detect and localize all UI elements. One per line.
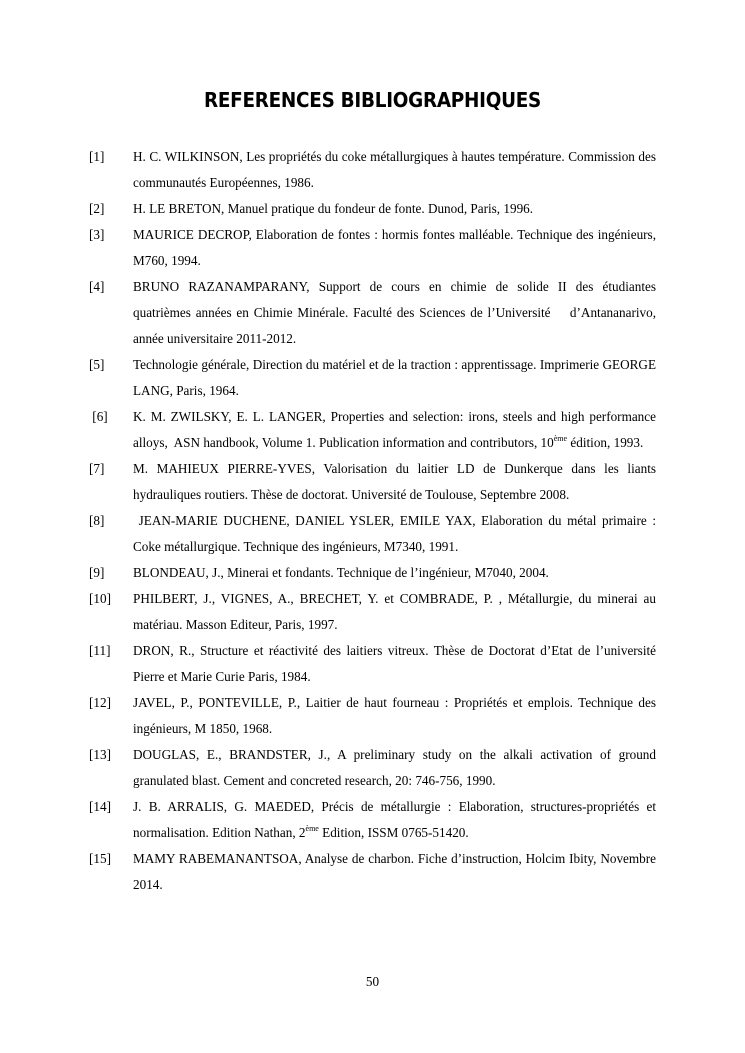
reference-text: BRUNO RAZANAMPARANY, Support de cours en chimie de solide II des étudiantes quatrièmes années en Chimie Minérale. Faculté des Sciences de l’Université d’Antananarivo, année universitaire 2011-2012. <box>133 279 673 346</box>
reference-text: Technologie générale, Direction du matériel et de la traction : apprentissage. Imprimerie GEORGE LANG, Paris, 1964. <box>133 357 660 398</box>
reference-text: J. B. ARRALIS, G. MAEDED, Précis de métallurgie : Elaboration, structures-propriétés et normalisation. Edition Nathan, 2ème Edition, ISSM 0765-51420. <box>133 799 660 840</box>
reference-item <box>89 352 660 404</box>
reference-number: [8] <box>89 513 105 528</box>
reference-item <box>89 144 660 196</box>
reference-item <box>89 274 673 352</box>
reference-text: K. M. ZWILSKY, E. L. LANGER, Properties and selection: irons, steels and high performance alloys, ASN handbook, Volume 1. Publication information and contributors, 10ème édition, 1993. <box>133 409 660 450</box>
reference-number: [15] <box>89 851 111 866</box>
reference-text: H. LE BRETON, Manuel pratique du fondeur de fonte. Dunod, Paris, 1996. <box>133 201 534 216</box>
reference-item <box>89 508 660 560</box>
reference-list <box>89 144 673 898</box>
reference-number: [2] <box>89 201 105 216</box>
reference-text: DOUGLAS, E., BRANDSTER, J., A preliminary study on the alkali activation of ground granulated blast. Cement and concreted research, 20: 746-756, 1990. <box>133 747 660 788</box>
reference-item <box>89 690 660 742</box>
reference-item <box>89 586 660 638</box>
reference-number: [5] <box>89 357 105 372</box>
superscript: ème <box>553 434 568 443</box>
reference-item <box>89 638 660 690</box>
reference-number: [10] <box>89 591 111 606</box>
reference-item <box>89 794 660 846</box>
reference-number: [13] <box>89 747 111 762</box>
reference-text: JEAN-MARIE DUCHENE, DANIEL YSLER, EMILE YAX, Elaboration du métal primaire : Coke métallurgique. Technique des ingénieurs, M7340, 1991. <box>133 513 660 554</box>
page-title: REFERENCES BIBLIOGRAPHIQUES <box>203 88 542 112</box>
reference-text: H. C. WILKINSON, Les propriétés du coke métallurgiques à hautes température. Commission des communautés Européennes, 1986. <box>133 149 660 190</box>
reference-text: M. MAHIEUX PIERRE-YVES, Valorisation du laitier LD de Dunkerque dans les liants hydrauliques routiers. Thèse de doctorat. Université de Toulouse, Septembre 2008. <box>133 461 660 502</box>
reference-number: [14] <box>89 799 111 814</box>
reference-item <box>89 222 660 274</box>
reference-number: [6] <box>89 409 108 424</box>
reference-text: MAURICE DECROP, Elaboration de fontes : hormis fontes malléable. Technique des ingénieurs, M760, 1994. <box>133 227 660 268</box>
reference-number: [9] <box>89 565 105 580</box>
reference-item <box>89 846 660 898</box>
reference-number: [11] <box>89 643 111 658</box>
reference-text: BLONDEAU, J., Minerai et fondants. Technique de l’ingénieur, M7040, 2004. <box>133 565 549 580</box>
reference-number: [12] <box>89 695 111 710</box>
reference-number: [4] <box>89 279 105 294</box>
reference-text: PHILBERT, J., VIGNES, A., BRECHET, Y. et COMBRADE, P. , Métallurgie, du minerai au matériau. Masson Editeur, Paris, 1997. <box>133 591 660 632</box>
reference-number: [3] <box>89 227 105 242</box>
reference-text: MAMY RABEMANANTSOA, Analyse de charbon. Fiche d’instruction, Holcim Ibity, Novembre 2014. <box>133 851 660 892</box>
page-number: 50 <box>365 974 380 989</box>
superscript: ème <box>305 824 319 833</box>
reference-number: [7] <box>89 461 105 476</box>
reference-item <box>89 742 660 794</box>
reference-item <box>89 196 656 222</box>
reference-text: JAVEL, P., PONTEVILLE, P., Laitier de haut fourneau : Propriétés et emplois. Technique des ingénieurs, M 1850, 1968. <box>133 695 660 736</box>
reference-number: [1] <box>89 149 105 164</box>
reference-item <box>89 560 656 586</box>
reference-item <box>89 456 660 508</box>
reference-item <box>89 404 660 456</box>
reference-text: DRON, R., Structure et réactivité des laitiers vitreux. Thèse de Doctorat d’Etat de l’université Pierre et Marie Curie Paris, 1984. <box>133 643 660 684</box>
